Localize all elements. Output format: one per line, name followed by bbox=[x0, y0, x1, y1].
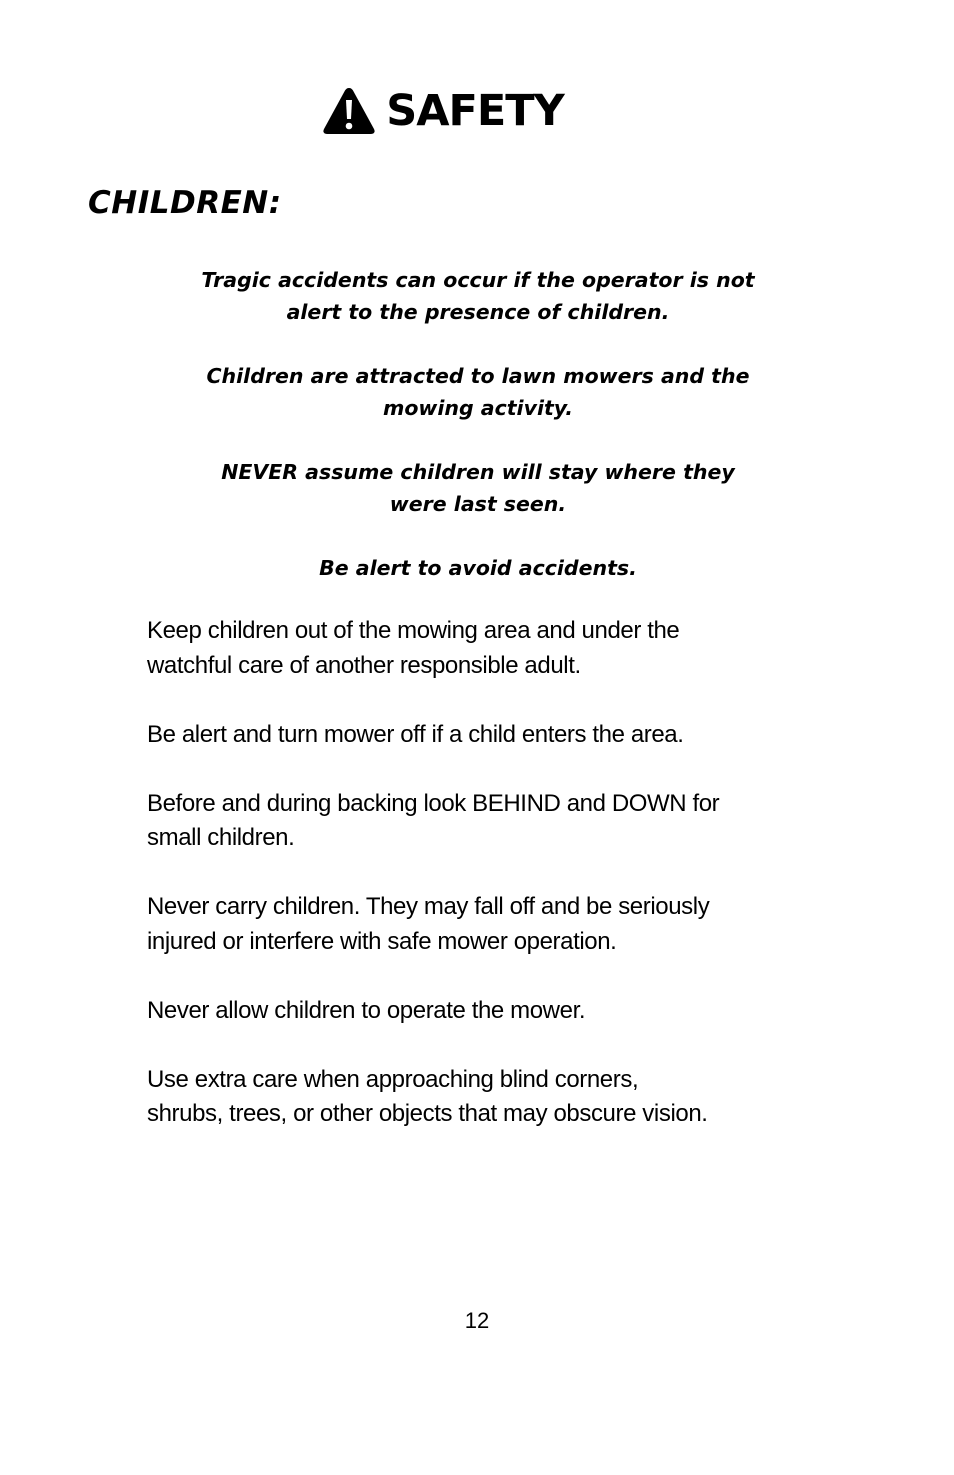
instruction-line: injured or interfere with safe mower operation. bbox=[147, 927, 617, 955]
warning-paragraph bbox=[140, 552, 816, 584]
instruction-paragraph bbox=[147, 614, 827, 683]
page-header bbox=[0, 86, 886, 136]
warning-line: alert to the presence of children. bbox=[286, 300, 670, 324]
warning-line: were last seen. bbox=[389, 492, 567, 516]
instruction-line: watchful care of another responsible adult. bbox=[147, 651, 581, 679]
instruction-line: Before and during backing look BEHIND and DOWN for bbox=[147, 789, 720, 817]
instruction-line: Never carry children. They may fall off and be seriously bbox=[147, 893, 710, 920]
instruction-line: Never allow children to operate the mower. bbox=[147, 996, 586, 1024]
warning-line: mowing activity. bbox=[382, 396, 574, 420]
instruction-paragraph bbox=[147, 994, 827, 1029]
section-heading: CHILDREN: bbox=[88, 185, 282, 221]
instruction-paragraph bbox=[147, 787, 827, 856]
warning-paragraph bbox=[140, 264, 816, 328]
page-title: SAFETY bbox=[386, 85, 564, 136]
warning-line: Children are attracted to lawn mowers and the bbox=[206, 364, 750, 388]
page-number: 12 bbox=[464, 1308, 490, 1333]
instruction-line: Use extra care when approaching blind corners, bbox=[147, 1065, 639, 1093]
warning-line: Tragic accidents can occur if the operator is not bbox=[201, 268, 755, 292]
instruction-line: shrubs, trees, or other objects that may obscure vision. bbox=[147, 1100, 708, 1127]
instructions-block bbox=[147, 614, 827, 1166]
instruction-paragraph bbox=[147, 890, 827, 959]
instruction-paragraph bbox=[147, 1063, 827, 1132]
instruction-line: small children. bbox=[147, 824, 295, 851]
warning-line: Be alert to avoid accidents. bbox=[319, 556, 637, 580]
instruction-line: Keep children out of the mowing area and under the bbox=[147, 617, 680, 644]
warning-block bbox=[140, 264, 816, 616]
warning-paragraph bbox=[140, 456, 816, 520]
instruction-paragraph bbox=[147, 718, 827, 753]
warning-paragraph bbox=[140, 360, 816, 424]
instruction-line: Be alert and turn mower off if a child enters the area. bbox=[147, 720, 684, 748]
warning-triangle-icon bbox=[322, 86, 376, 136]
warning-line: NEVER assume children will stay where they bbox=[221, 460, 735, 484]
